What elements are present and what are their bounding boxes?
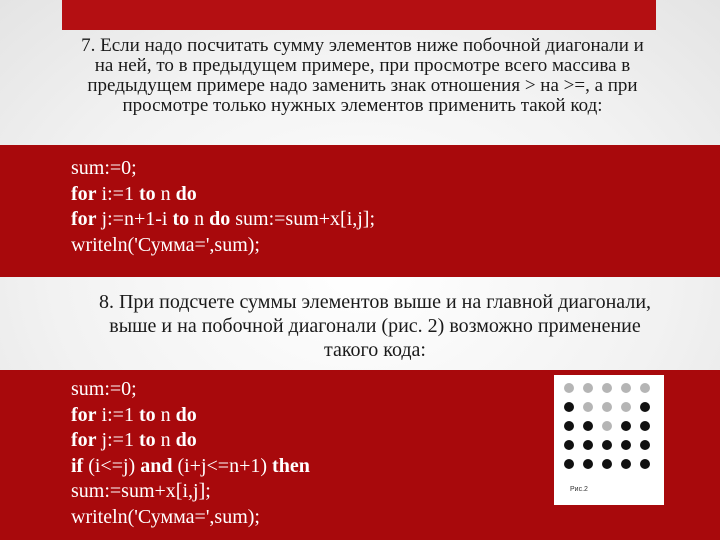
filled-dot bbox=[583, 459, 593, 469]
code-keyword: for bbox=[71, 403, 97, 426]
code-keyword: for bbox=[71, 208, 97, 230]
empty-dot bbox=[602, 421, 612, 431]
code-text: sum:=0; bbox=[71, 378, 137, 400]
code-keyword: do bbox=[175, 403, 197, 426]
code-text: j:=n+1-i bbox=[96, 208, 173, 230]
code-line bbox=[71, 156, 375, 182]
code-text: (i<=j) bbox=[83, 454, 141, 477]
code-keyword: to bbox=[172, 208, 190, 230]
filled-dot bbox=[583, 421, 593, 431]
filled-dot bbox=[621, 421, 631, 431]
code-text: sum:=sum+x[i,j]; bbox=[230, 208, 376, 230]
empty-dot bbox=[583, 402, 593, 412]
code-keyword: then bbox=[272, 454, 310, 477]
filled-dot bbox=[640, 459, 650, 469]
filled-dot bbox=[564, 402, 574, 412]
code-keyword: do bbox=[175, 429, 197, 451]
filled-dot bbox=[564, 421, 574, 431]
empty-dot bbox=[621, 402, 631, 412]
code-line bbox=[71, 479, 310, 505]
code-line bbox=[71, 377, 310, 403]
code-keyword: for bbox=[71, 182, 97, 205]
filled-dot bbox=[583, 440, 593, 450]
code-line bbox=[71, 233, 375, 259]
empty-dot bbox=[583, 383, 593, 393]
code-line bbox=[71, 207, 375, 233]
code-keyword: to bbox=[138, 182, 156, 205]
top-accent-bar bbox=[62, 0, 656, 30]
code-text: writeln('Сумма=',sum); bbox=[71, 505, 260, 528]
empty-dot bbox=[564, 383, 574, 393]
code-line bbox=[71, 403, 310, 429]
filled-dot bbox=[640, 402, 650, 412]
filled-dot bbox=[621, 459, 631, 469]
code-text: sum:=0; bbox=[71, 157, 137, 179]
empty-dot bbox=[621, 383, 631, 393]
paragraph-7: 7. Если надо посчитать сумму элементов ниже побочной диагонали и на ней, то в предыдущем примере, при просмотре всего массива в предыдущем примере надо заменить знак отношения > на >=, а при просмотре только нужных элементов применить такой код: bbox=[81, 35, 644, 116]
code-keyword: for bbox=[71, 429, 97, 451]
empty-dot bbox=[602, 402, 612, 412]
code-keyword: to bbox=[138, 429, 156, 451]
filled-dot bbox=[621, 440, 631, 450]
code-block-2 bbox=[71, 377, 310, 530]
code-line bbox=[71, 182, 375, 208]
code-text: j:=1 bbox=[96, 429, 139, 451]
code-text: n bbox=[155, 429, 176, 451]
code-keyword: do bbox=[209, 208, 231, 230]
paragraph-8: 8. При подсчете суммы элементов выше и на главной диагонали, выше и на побочной диагонали (рис. 2) возможно применение такого кода: bbox=[98, 291, 652, 361]
code-line bbox=[71, 428, 310, 454]
filled-dot bbox=[564, 459, 574, 469]
code-block-1 bbox=[71, 156, 375, 258]
code-keyword: do bbox=[175, 182, 197, 205]
code-text: i:=1 bbox=[96, 403, 139, 426]
code-keyword: and bbox=[140, 454, 173, 477]
code-text: writeln('Сумма=',sum); bbox=[71, 233, 260, 256]
filled-dot bbox=[602, 440, 612, 450]
filled-dot bbox=[640, 440, 650, 450]
code-line bbox=[71, 454, 310, 480]
code-keyword: to bbox=[138, 403, 156, 426]
code-text: n bbox=[155, 403, 176, 426]
empty-dot bbox=[602, 383, 612, 393]
code-line bbox=[71, 505, 310, 531]
code-text: n bbox=[155, 182, 176, 205]
code-text: n bbox=[189, 208, 210, 230]
code-text: sum:=sum+x[i,j]; bbox=[71, 480, 211, 502]
filled-dot bbox=[564, 440, 574, 450]
filled-dot bbox=[602, 459, 612, 469]
figure-caption: Рис.2 bbox=[570, 486, 588, 493]
code-text: (i+j<=n+1) bbox=[172, 454, 273, 477]
code-keyword: if bbox=[71, 454, 84, 477]
dot-matrix-figure bbox=[554, 375, 664, 505]
empty-dot bbox=[640, 383, 650, 393]
code-text: i:=1 bbox=[96, 182, 139, 205]
filled-dot bbox=[640, 421, 650, 431]
